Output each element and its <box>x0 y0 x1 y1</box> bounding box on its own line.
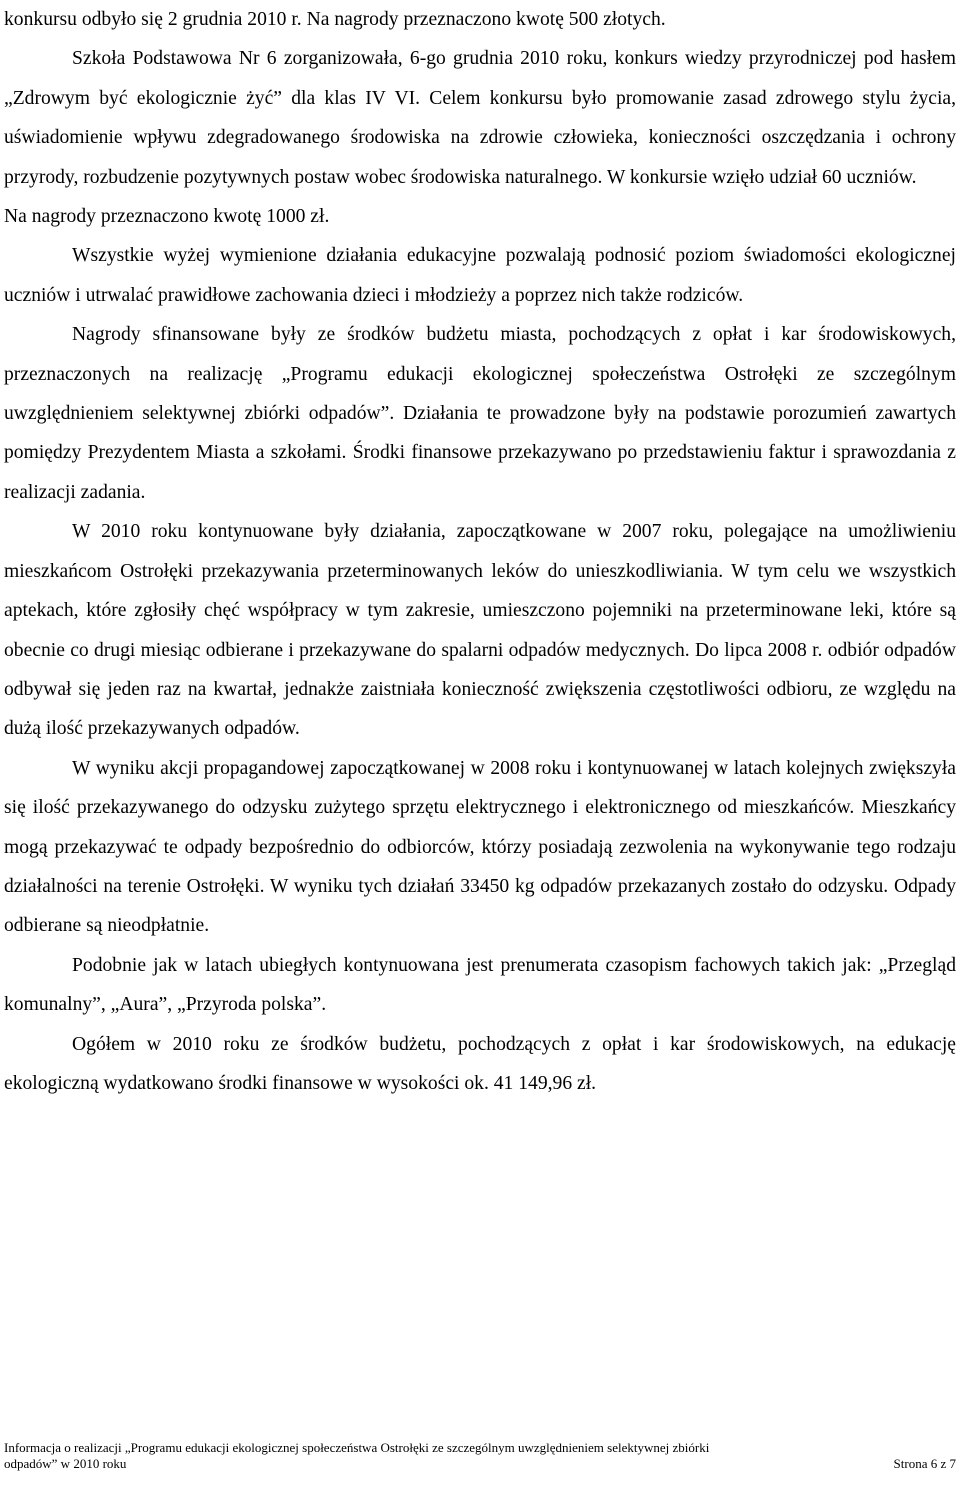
document-page <box>4 0 956 1486</box>
paragraph-educational-summary: Wszystkie wyżej wymienione działania edukacyjne pozwalają podnosić poziom świadomości ekologicznej uczniów i utrwalać prawidłowe zachowania dzieci i młodzieży a poprzez nich także rodziców. <box>4 245 956 306</box>
page-footer <box>4 1440 956 1471</box>
paragraph-prize-funding: Nagrody sfinansowane były ze środków budżetu miasta, pochodzących z opłat i kar środowiskowych, przeznaczonych na realizację „Programu edukacji ekologicznej społeczeństwa Ostrołęki ze szczególnym uwzględnieniem selektywnej zbiórki odpadów”. Działania te prowadzone były na podstawie porozumień zawartych pomiędzy Prezydentem Miasta a szkołami. Środki finansowe przekazywano po przedstawieniu faktur i sprawozdania z realizacji zadania. <box>4 324 956 503</box>
footer-title: Informacja o realizacji „Programu edukacji ekologicznej społeczeństwa Ostrołęki ze szczególnym uwzględnieniem selektywnej zbiórki <box>4 1440 710 1455</box>
paragraph-electronic-waste: W wyniku akcji propagandowej zapoczątkowanej w 2008 roku i kontynuowanej w latach kolejnych zwiększyła się ilość przekazywanego do odzysku zużytego sprzętu elektrycznego i elektronicznego od mieszkańców. Mieszkańcy mogą przekazywać te odpady bezpośrednio do odbiorców, którzy posiadają zezwolenia na wykonywanie tego rodzaju działalności na terenie Ostrołęki. W wyniku tych działań 33450 kg odpadów przekazanych zostało do odzysku. Odpady odbierane są nieodpłatnie. <box>4 757 956 937</box>
paragraph-prize-amount: Na nagrody przeznaczono kwotę 1000 zł. <box>4 206 330 228</box>
footer-title-continued: odpadów” w 2010 roku <box>4 1455 127 1471</box>
paragraph-contest-sp-continued: konkursu odbyło się 2 grudnia 2010 r. Na nagrody przeznaczono kwotę 500 złotych. <box>4 9 666 30</box>
document-body <box>4 0 956 1103</box>
paragraph-total-expenditure: Ogółem w 2010 roku ze środków budżetu, pochodzących z opłat i kar środowiskowych, na edukację ekologiczną wydatkowano środki finansowe w wysokości ok. 41 149,96 zł. <box>4 1033 956 1094</box>
paragraph-sp6-contest: Szkoła Podstawowa Nr 6 zorganizowała, 6-go grudnia 2010 roku, konkurs wiedzy przyrodniczej pod hasłem „Zdrowym być ekologicznie żyć” dla klas IV VI. Celem konkursu było promowanie zasad zdrowego stylu życia, uświadomienie wpływu zdegradowanego środowiska na zdrowie człowieka, konieczności oszczędzania i ochrony przyrody, rozbudzenie pozytywnych postaw wobec środowiska naturalnego. W konkursie wzięło udział 60 uczniów. <box>4 48 956 188</box>
footer-bottom-row <box>4 1456 956 1472</box>
paragraph-magazine-subscriptions: Podobnie jak w latach ubiegłych kontynuowana jest prenumerata czasopism fachowych takich jak: „Przegląd komunalny”, „Aura”, „Przyroda polska”. <box>4 954 956 1016</box>
paragraph-expired-medicines: W 2010 roku kontynuowane były działania, zapoczątkowane w 2007 roku, polegające na umożliwieniu mieszkańcom Ostrołęki przekazywania przeterminowanych leków do unieszkodliwiania. W tym celu we wszystkich aptekach, które zgłosiły chęć współpracy w tym zakresie, umieszczono pojemniki na przeterminowane leki, które są obecnie co drugi miesiąc odbierane i przekazywane do spalarni odpadów medycznych. Do lipca 2008 r. odbiór odpadów odbywał się jeden raz na kwartał, jednakże zaistniała konieczność zwiększenia częstotliwości odbioru, ze względu na dużą ilość przekazywanych odpadów. <box>4 521 956 740</box>
page-number: Strona 6 z 7 <box>893 1455 956 1471</box>
